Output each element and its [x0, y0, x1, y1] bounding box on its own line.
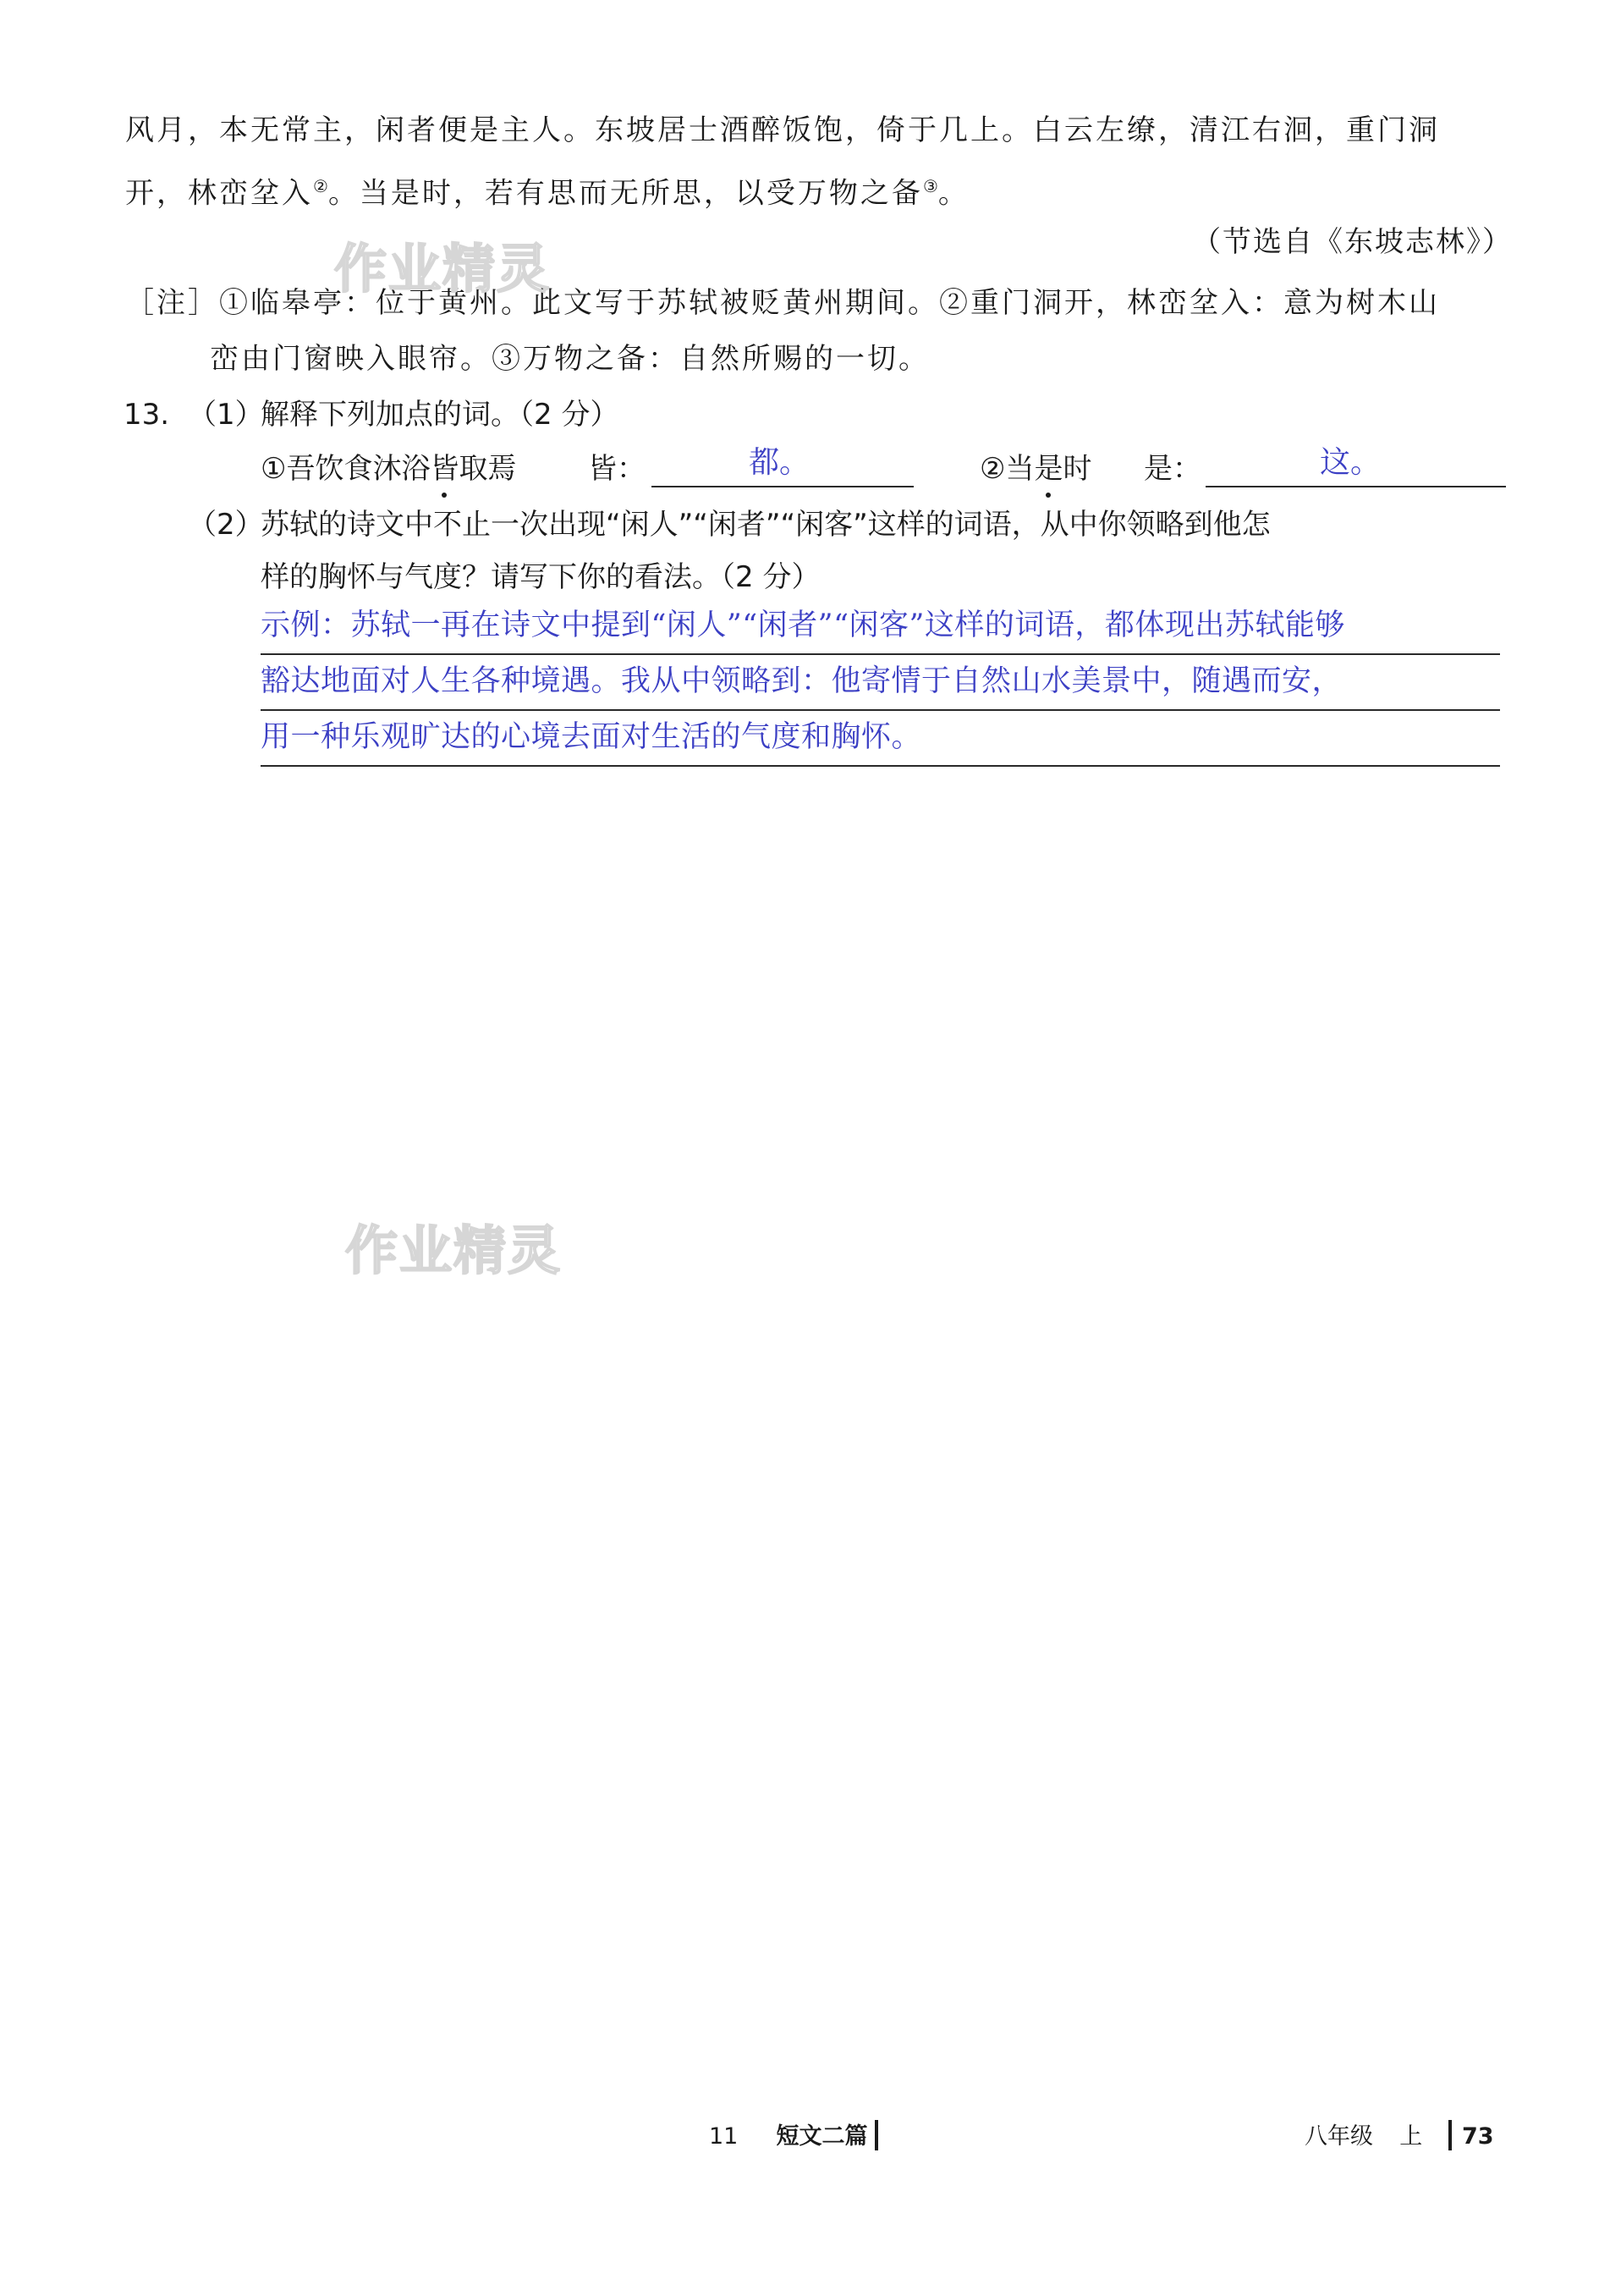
vocab-item-1-text: 取焉 — [459, 452, 517, 486]
vocab-item-2-text: ②当 — [980, 452, 1035, 486]
footer-grade — [1305, 2120, 1422, 2154]
answer-blank-2 — [1206, 486, 1506, 487]
dotted-word: 是 — [1034, 449, 1063, 489]
passage-line-2 — [125, 166, 1513, 213]
annotation-line-2: 峦由门窗映入眼帘。③万物之备：自然所赐的一切。 — [210, 342, 930, 376]
vocab-item-1 — [261, 449, 516, 489]
passage-line-1: 风月，本无常主，闲者便是主人。东坡居士酒醉饭饱，倚于几上。白云左缭，清江右洄，重门洞 — [125, 113, 1440, 147]
footer-unit-title: 短文二篇 — [776, 2123, 868, 2150]
annotation-line-1: ［注］①临皋亭：位于黄州。此文写于苏轼被贬黄州期间。②重门洞开，林峦坌入：意为树木山 — [125, 286, 1440, 320]
passage-text: 。 — [937, 176, 970, 211]
page-number — [1462, 2120, 1494, 2154]
answer-blank-1 — [651, 486, 914, 487]
question-part-1-prompt: 解释下列加点的词。（2 分） — [261, 398, 619, 432]
passage-text: 开，林峦坌入 — [125, 176, 313, 211]
footer-unit-number: 11 — [709, 2123, 739, 2150]
question-part-2-label: （2） — [188, 508, 264, 542]
vocab-item-2 — [980, 449, 1091, 489]
answer-line-2: 豁达地面对人生各种境遇。我从中领略到：他寄情于自然山水美景中，随遇而安， — [261, 657, 1500, 711]
answer-1: 都。 — [749, 445, 810, 480]
passage-source: （节选自《东坡志林》） — [1192, 225, 1513, 259]
question-number: 13. — [124, 398, 170, 432]
footer-unit — [709, 2120, 868, 2154]
passage-text: 。当是时，若有思而无所思，以受万物之备 — [327, 176, 923, 211]
watermark: 作业精灵 — [345, 1220, 563, 1281]
question-part-2-prompt-1: 苏轼的诗文中不止一次出现“闲人”“闲者”“闲客”这样的词语，从中你领略到他怎 — [261, 508, 1271, 542]
footnote-marker: ③ — [922, 176, 938, 196]
question-part-1-label: （1） — [188, 398, 264, 432]
vocab-item-2-text: 时 — [1063, 452, 1092, 486]
vocab-word-2: 是： — [1144, 452, 1201, 486]
answer-line-1: 示例：苏轼一再在诗文中提到“闲人”“闲者”“闲客”这样的词语，都体现出苏轼能够 — [261, 601, 1500, 655]
footnote-marker: ② — [313, 176, 328, 196]
question-part-2-prompt-2: 样的胸怀与气度？请写下你的看法。（2 分） — [261, 560, 821, 594]
answer-2: 这。 — [1320, 445, 1382, 480]
answer-line-3: 用一种乐观旷达的心境去面对生活的气度和胸怀。 — [261, 713, 1500, 767]
footer-volume: 上 — [1399, 2123, 1423, 2150]
vocab-item-1-text: ①吾饮食沐浴 — [261, 452, 431, 486]
vocab-word-1-text: 皆 — [588, 452, 617, 486]
footer-grade-text: 八年级 — [1305, 2123, 1373, 2150]
footer-divider — [1448, 2120, 1452, 2150]
dotted-word: 皆 — [430, 449, 459, 489]
vocab-word-2-text: 是 — [1144, 452, 1173, 486]
footer-divider — [875, 2120, 878, 2150]
watermark: 作业精灵 — [334, 238, 552, 300]
page-number-text: 73 — [1462, 2123, 1494, 2150]
vocab-word-1: 皆： — [588, 452, 646, 486]
